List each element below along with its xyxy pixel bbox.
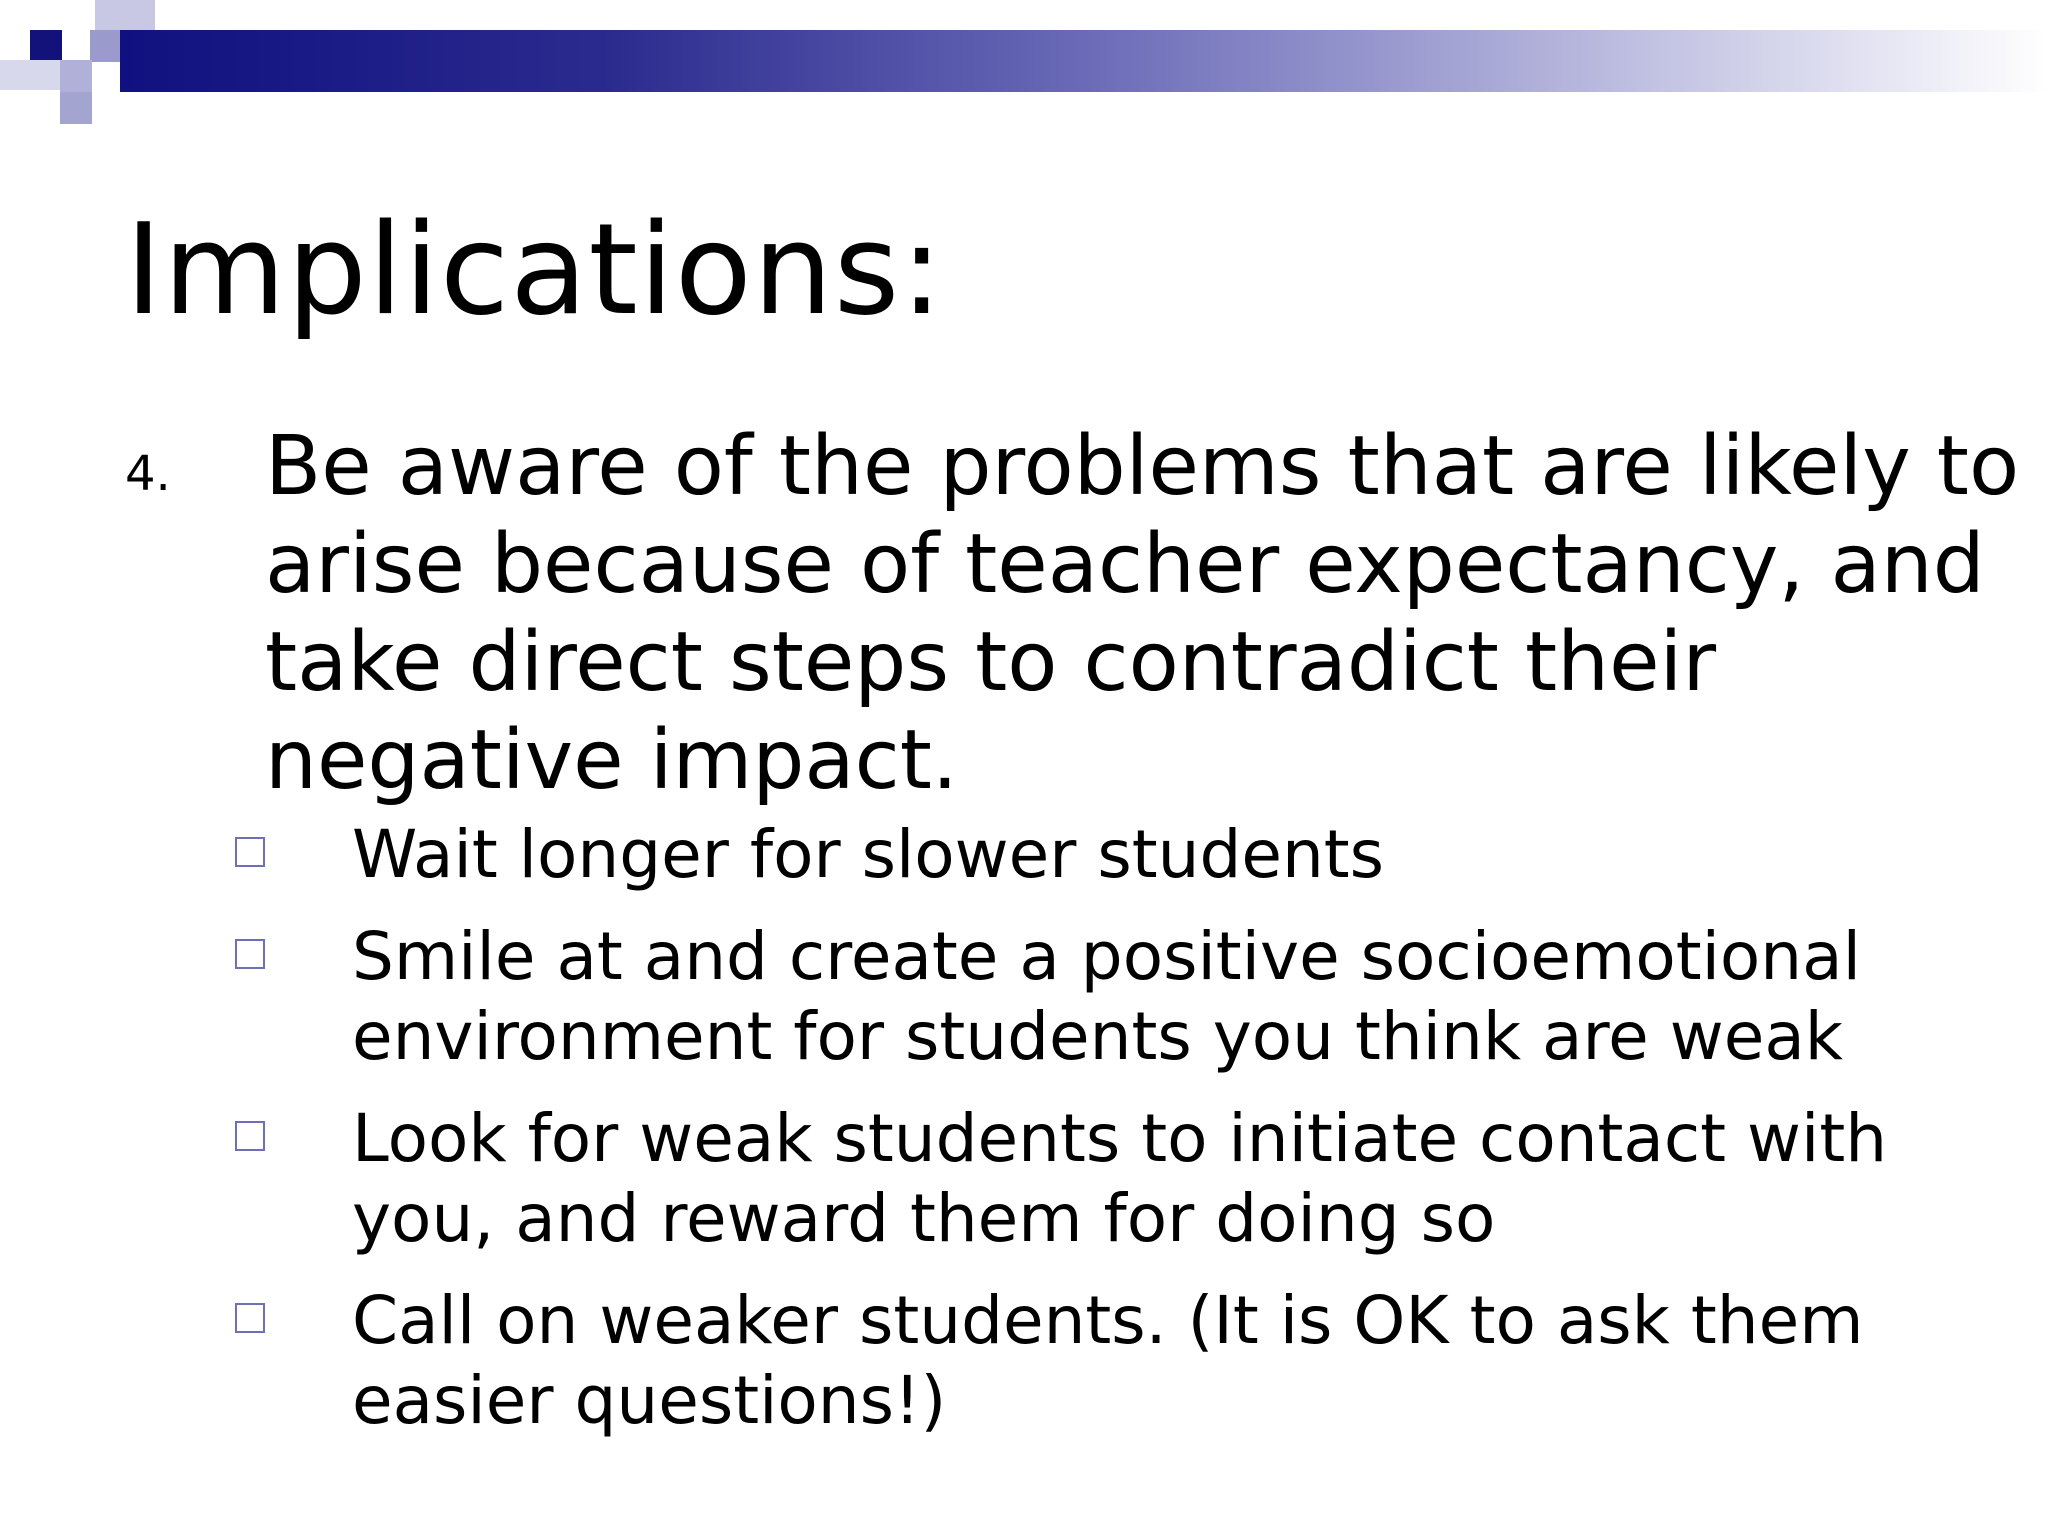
square-bullet-icon xyxy=(235,939,265,969)
list-item-number: 4. xyxy=(125,446,171,502)
sub-bullet-item xyxy=(232,815,2002,895)
slide-title: Implications: xyxy=(125,196,944,343)
corner-square xyxy=(95,0,155,30)
sub-bullet-item xyxy=(232,917,2002,1077)
corner-square xyxy=(30,30,62,62)
top-gradient-band xyxy=(120,30,2048,92)
square-bullet-icon xyxy=(235,1303,265,1333)
corner-squares-decoration xyxy=(0,0,130,130)
square-bullet-icon xyxy=(235,837,265,867)
square-bullet-icon xyxy=(235,1121,265,1151)
corner-square xyxy=(0,60,60,90)
sub-bullet-text: Wait longer for slower students xyxy=(352,816,1385,893)
list-item-text: Be aware of the problems that are likely to arise because of teacher expectancy, and take direct steps to contradict their negative impact. xyxy=(265,419,2020,808)
sub-bullet-text: Smile at and create a positive socioemotional environment for students you think are weak xyxy=(352,918,1861,1075)
sub-bullet-text: Look for weak students to initiate contact with you, and reward them for doing so xyxy=(352,1100,1888,1257)
sub-bullet-item xyxy=(232,1099,2002,1259)
sub-bullet-item xyxy=(232,1281,2002,1441)
corner-square xyxy=(90,30,122,62)
sub-bullet-list xyxy=(232,815,2002,1463)
sub-bullet-text: Call on weaker students. (It is OK to ask them easier questions!) xyxy=(352,1282,1864,1439)
corner-square xyxy=(60,92,92,124)
corner-square xyxy=(60,60,92,92)
